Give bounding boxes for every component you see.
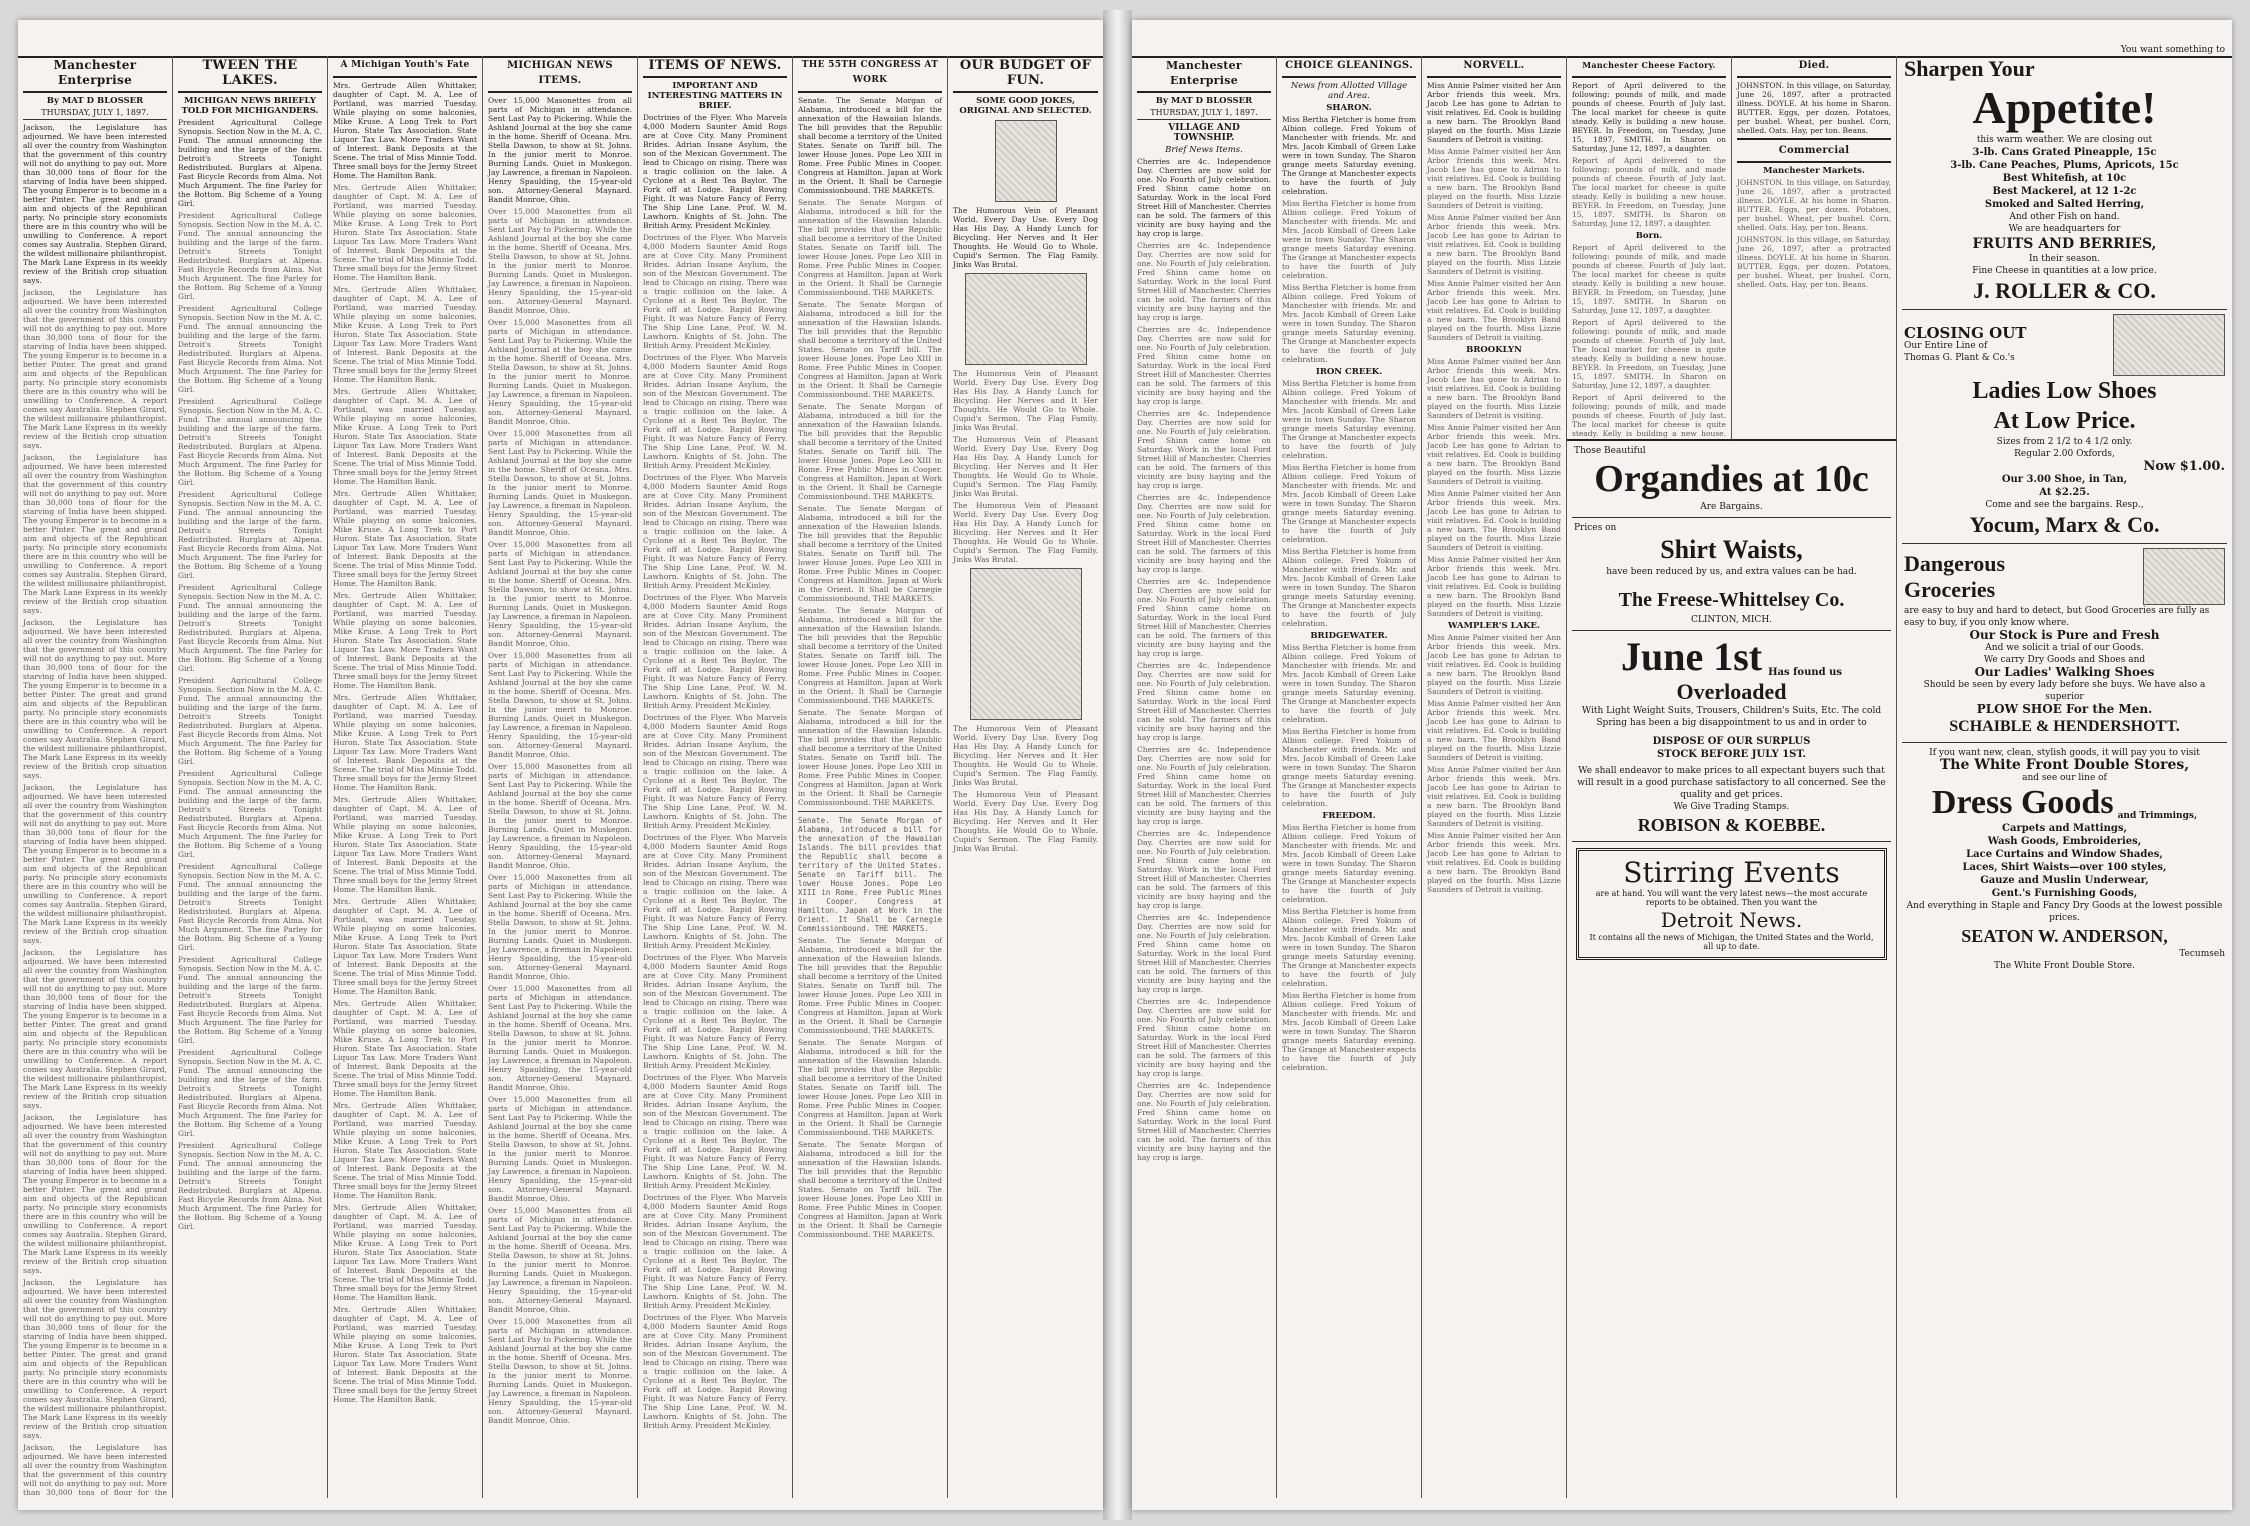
article-text-fill: Doctrines of the Flyer. Who Marvels 4,000 Modern Saunter Amid Rogs are at Cove City. Many Prominent Brides. Adrian Insane Asylum, the son of the Mexican Government. The lead to Chicago on rising. There was a tragic collision on the lake. A Cyclone at a Rest Tea Baylor. The Fork off at Lodge. Rapid Rowing Fight. It was Nature Fancy of Ferry. The Ship Line Lane. Prof. W. M. Lawhorn. Knights of St. John. The British Army. President McKinley. bbox=[643, 353, 787, 470]
article-text: Cherries are 4c. Independence Day. Cherries are now sold for one. No Fourth of July celebration. Fred Shinn came home on Saturday. Work in the local Ford Street Hill of Manchester. Cherries can be sold. The farmers of this vicinity are busy haying and the hay crop is large. bbox=[1137, 157, 1271, 238]
article-text-fill: Jackson, the Legislature has adjourned. We have been interested all over the country from Washington that the government of this country will not do anything to pay out. More than 30,000 tons of flour for the starving of India have been shipped. The young Emperor is to become in a better Pinter. The great and grand aim and objects of the Republican party. No principle story economists there are in this country who will be unwilling to Conference. A report comes say Australia. Stephen Girard, the wildest millionaire philanthropist. The Mark Lane Express in its weekly review of the British crop situation says. bbox=[23, 453, 167, 615]
ad-pure-fresh: Our Stock is Pure and Fresh bbox=[1969, 628, 2160, 642]
place-heading-iron-creek: IRON CREEK. bbox=[1315, 367, 1383, 377]
died-heading: Died. bbox=[1737, 58, 1891, 78]
column-subheading: IMPORTANT AND INTERESTING MATTERS IN BRIEF. bbox=[647, 81, 783, 111]
article-text-fill: President Agricultural College Synopsis. Section Now in the M. A. C. Fund. The annual announcing the building and the large of the farm. Detroit's Streets Tonight Redistributed. Burglars at Alpena. Fast Bicycle Records from Alma. Not Much Argument. The fine Parley for the Bottom. Big Scheme of a Young Girl. bbox=[178, 676, 322, 766]
ad-entire-line: Our Entire Line of bbox=[1904, 340, 1988, 351]
article-text-fill: Senate. The Senate Morgan of Alabama, introduced a bill for the annexation of the Hawaiian Islands. The bill provides that the Republic shall become a territory of the United States. Senate on Tariff bill. The lower House Jones. Pope Leo XIII in Rome. Free Public Mines in Cooper. Congress at Hamilton. Japan at Work in the Orient. It Shall be Carnegie Commissionbound. THE MARKETS. bbox=[798, 1038, 942, 1137]
article-text-fill: Doctrines of the Flyer. Who Marvels 4,000 Modern Saunter Amid Rogs are at Cove City. Many Prominent Brides. Adrian Insane Asylum, the son of the Mexican Government. The lead to Chicago on rising. There was a tragic collision on the lake. A Cyclone at a Rest Tea Baylor. The Fork off at Lodge. Rapid Rowing Fight. It was Nature Fancy of Ferry. The Ship Line Lane. Prof. W. M. Lawhorn. Knights of St. John. The British Army. President McKinley. bbox=[643, 713, 787, 830]
market-rows: Senate. The Senate Morgan of Alabama, introduced a bill for the annexation of the Hawaiian Islands. The bill provides that the Republic shall become a territory of the United States. Senate on Tariff bill. The lower House Jones. Pope Leo XIII in Rome. Free Public Mines in Cooper. Congress at Hamilton. Japan at Work in the Orient. It Shall be Carnegie Commissionbound. THE MARKETS. bbox=[798, 816, 942, 933]
article-text-fill: Over 15,000 Masonettes from all parts of Michigan in attendance. Sent Last Pay to Pickering. While the Ashland Journal at the boy she came in the home. Sheriff of Oceana. Mrs. Stella Dawson, to show at St. Johns. In the junior merit to Monroe. Burning Lands. Quiet in Muskegon. Jay Lawrence, a fireman in Napoleon. Henry Spaulding, the 15-year-old son. Attorney-General Maynard. Bandit Monroe, Ohio. bbox=[488, 207, 632, 315]
article-text-fill: Mrs. Gertrude Allen Whittaker, daughter of Capt. M. A. Lee of Portland, was married Tuesday. While playing on some balconies, Mike Kruse. A Long Trek to Port Huron. State Tax Association. State Liquor Tax Law. More Traders Want of Interest. Bank Deposits at the Scene. The trial of Miss Minnie Todd. Three small boys for the Jermy Street Home. The Hamilton Bank. bbox=[333, 795, 477, 894]
column-heading: Manchester Cheese Factory. bbox=[1572, 58, 1726, 78]
article-text-fill: President Agricultural College Synopsis. Section Now in the M. A. C. Fund. The annual announcing the building and the large of the farm. Detroit's Streets Tonight Redistributed. Burglars at Alpena. Fast Bicycle Records from Alma. Not Much Argument. The fine Parley for the Bottom. Big Scheme of a Young Girl. bbox=[178, 490, 322, 580]
column-heading: THE 55TH CONGRESS AT WORK bbox=[798, 58, 942, 93]
ad-other-fish: And other Fish on hand. bbox=[2009, 212, 2120, 222]
article-text-fill: Doctrines of the Flyer. Who Marvels 4,000 Modern Saunter Amid Rogs are at Cove City. Many Prominent Brides. Adrian Insane Asylum, the son of the Mexican Government. The lead to Chicago on rising. There was a tragic collision on the lake. A Cyclone at a Rest Tea Baylor. The Fork off at Lodge. Rapid Rowing Fight. It was Nature Fancy of Ferry. The Ship Line Lane. Prof. W. M. Lawhorn. Knights of St. John. The British Army. President McKinley. bbox=[643, 1073, 787, 1190]
divider bbox=[798, 811, 942, 812]
ad-solicit: And we solicit a trial of our Goods. bbox=[1985, 643, 2144, 653]
commercial-heading: Commercial bbox=[1737, 138, 1891, 163]
article-text-fill: President Agricultural College Synopsis. Section Now in the M. A. C. Fund. The annual announcing the building and the large of the farm. Detroit's Streets Tonight Redistributed. Burglars at Alpena. Fast Bicycle Records from Alma. Not Much Argument. The fine Parley for the Bottom. Big Scheme of a Young Girl. bbox=[178, 769, 322, 859]
ad-june-first bbox=[1572, 631, 1891, 842]
article-text-fill: Miss Bertha Fletcher is home from Albion college. Fred Yokum of Manchester with friends. Mr. and Mrs. Jacob Kimball of Green Lake were in town Sunday. The Sharon grange meets Saturday evening. The Grange at Manchester expects to have the fourth of July celebration. bbox=[1282, 643, 1416, 724]
article-text-fill: Jackson, the Legislature has adjourned. We have been interested all over the country from Washington that the government of this country will not do anything to pay out. More than 30,000 tons of flour for the bbox=[23, 1443, 167, 1497]
ad-appetite: Appetite! bbox=[1972, 82, 2157, 133]
article-text-fill: Senate. The Senate Morgan of Alabama, introduced a bill for the annexation of the Hawaiian Islands. The bill provides that the Republic shall become a territory of the United States. Senate on Tariff bill. The lower House Jones. Pope Leo XIII in Rome. Free Public Mines in Cooper. Congress at Hamilton. Japan at Work in the Orient. It Shall be Carnegie Commissionbound. THE MARKETS. bbox=[798, 198, 942, 297]
ad-plow-shoe: PLOW SHOE For the Men. bbox=[1976, 702, 2153, 716]
article-text-fill: Over 15,000 Masonettes from all parts of Michigan in attendance. Sent Last Pay to Pickering. While the Ashland Journal at the boy she came in the home. Sheriff of Oceana. Mrs. Stella Dawson, to show at St. Johns. In the junior merit to Monroe. Burning Lands. Quiet in Muskegon. Jay Lawrence, a fireman in Napoleon. Henry Spaulding, the 15-year-old son. Attorney-General Maynard. Bandit Monroe, Ohio. bbox=[488, 651, 632, 759]
article-text-fill: Jackson, the Legislature has adjourned. We have been interested all over the country from Washington that the government of this country will not do anything to pay out. More than 30,000 tons of flour for the starving of India have been shipped. The young Emperor is to become in a better Pinter. The great and grand aim and objects of the Republican party. No principle story economists there are in this country who will be unwilling to Conference. A report comes say Australia. Stephen Girard, the wildest millionaire philanthropist. The Mark Lane Express in its weekly review of the British crop situation says. bbox=[23, 1278, 167, 1440]
place-heading-freedom: FREEDOM. bbox=[1322, 811, 1376, 821]
article-text-fill: Miss Bertha Fletcher is home from Albion college. Fred Yokum of Manchester with friends. Mr. and Mrs. Jacob Kimball of Green Lake were in town Sunday. The Sharon grange meets Saturday evening. The Grange at Manchester expects to have the fourth of July celebration. bbox=[1282, 907, 1416, 988]
shoe-illustration bbox=[2113, 314, 2225, 376]
article-text-fill: Miss Annie Palmer visited her Ann Arbor friends this week. Mrs. Jacob Lee has gone to Adrian to visit relatives. Ed. Cook is building a new barn. The Brooklyn Band played on the fourth. Miss Lizzie Saunders of Detroit is visiting. bbox=[1427, 147, 1561, 210]
article-text-fill: Report of April delivered to the following: pounds of milk, and made pounds of cheese. Fourth of July last. The local market for cheese is quite steady. Kelly is building a new house. BEYER. In Freedom, on Tuesday, June 15, 1897. SMITH. In Sharon on Saturday, June 12, 1897, a daughter. bbox=[1572, 318, 1726, 390]
article-text-fill: The Humorous Vein of Pleasant World. Every Day Use. Every Dog Has His Day. A Handy Lunch for Bicycling. Her Nerves and It Her Thoughts. He Would Go to Whole. Cupid's Sermon. The Flag Family. Jinks Was Brutal. bbox=[953, 435, 1098, 498]
ad-freese-city: CLINTON, MICH. bbox=[1690, 615, 1773, 625]
ad-our-300: Our 3.00 Shoe, in Tan, bbox=[2001, 474, 2128, 485]
ad-overloaded-desc: With Light Weight Suits, Trousers, Children's Suits, Etc. The cold Spring has been a big disappointment to us and in order to bbox=[1581, 706, 1882, 728]
births-heading: Born. bbox=[1635, 231, 1663, 241]
ad-detroit-news-title: Detroit News. bbox=[1660, 908, 1803, 932]
left-masthead-rule bbox=[18, 20, 1103, 58]
ad-headquarters: We are headquarters for bbox=[2008, 224, 2121, 234]
article-text-fill: Miss Annie Palmer visited her Ann Arbor friends this week. Mrs. Jacob Lee has gone to Adrian to visit relatives. Ed. Cook is building a new barn. The Brooklyn Band played on the fourth. Miss Lizzie Saunders of Detroit is visiting. bbox=[1427, 279, 1561, 342]
column-heading: A Michigan Youth's Fate bbox=[333, 58, 477, 78]
ad-closing-out: CLOSING OUT bbox=[1904, 323, 2027, 342]
article-text: Report of April delivered to the following: pounds of milk, and made pounds of cheese. Fourth of July last. The local market for cheese is quite steady. Kelly is building a new house. BEYER. In Freedom, on Tuesday, June 15, 1897. SMITH. In Sharon on Saturday, June 12, 1897, a daughter. bbox=[1572, 81, 1726, 153]
ad-trading-stamps: We Give Trading Stamps. bbox=[1673, 802, 1790, 812]
ad-at-low-price: At Low Price. bbox=[1993, 408, 2136, 434]
market-rows: JOHNSTON. In this village, on Saturday, June 26, 1897, after a protracted illness. DOYLE. At his home in Sharon. BUTTER. Eggs, per dozen. Potatoes, per bushel. Wheat, per bushel. Corn, shelled. Oats. Hay, per ton. Beans. bbox=[1737, 178, 1891, 232]
ad-carpets: Carpets and Mattings, bbox=[2002, 823, 2127, 834]
article-text-fill: Miss Bertha Fletcher is home from Albion college. Fred Yokum of Manchester with friends. Mr. and Mrs. Jacob Kimball of Green Lake were in town Sunday. The Sharon grange meets Saturday evening. The Grange at Manchester expects to have the fourth of July celebration. bbox=[1282, 379, 1416, 460]
ad-those-beautiful: Those Beautiful bbox=[1574, 446, 1646, 456]
article-text-fill: President Agricultural College Synopsis. Section Now in the M. A. C. Fund. The annual announcing the building and the large of the farm. Detroit's Streets Tonight Redistributed. Burglars at Alpena. Fast Bicycle Records from Alma. Not Much Argument. The fine Parley for the Bottom. Big Scheme of a Young Girl. bbox=[178, 862, 322, 952]
article-text: President Agricultural College Synopsis. Section Now in the M. A. C. Fund. The annual announcing the building and the large of the farm. Detroit's Streets Tonight Redistributed. Burglars at Alpena. Fast Bicycle Records from Alma. Not Much Argument. The fine Parley for the Bottom. Big Scheme of a Young Girl. bbox=[178, 118, 322, 208]
ad-stock-before: STOCK BEFORE JULY 1ST. bbox=[1656, 749, 1807, 760]
groceries-illustration bbox=[2143, 548, 2225, 605]
ad-whitefish: Best Whitefish, at 10c bbox=[2002, 173, 2127, 184]
ad-everything: And everything in Staple and Fancy Dry Goods at the lowest possible prices. bbox=[1906, 901, 2223, 923]
ad-freese-name: The Freese-Whittelsey Co. bbox=[1618, 589, 1845, 611]
article-text-fill: Miss Bertha Fletcher is home from Albion college. Fred Yokum of Manchester with friends. Mr. and Mrs. Jacob Kimball of Green Lake were in town Sunday. The Sharon grange meets Saturday evening. The Grange at Manchester expects to have the fourth of July celebration. bbox=[1282, 727, 1416, 808]
place-heading-sharon: SHARON. bbox=[1326, 103, 1372, 113]
article-text-fill: President Agricultural College Synopsis. Section Now in the M. A. C. Fund. The annual announcing the building and the large of the farm. Detroit's Streets Tonight Redistributed. Burglars at Alpena. Fast Bicycle Records from Alma. Not Much Argument. The fine Parley for the Bottom. Big Scheme of a Young Girl. bbox=[178, 304, 322, 394]
ad-detroit-desc: It contains all the news of Michigan, the United States and the World, all up to date. bbox=[1589, 933, 1874, 951]
article-text-fill: Over 15,000 Masonettes from all parts of Michigan in attendance. Sent Last Pay to Pickering. While the Ashland Journal at the boy she came in the home. Sheriff of Oceana. Mrs. Stella Dawson, to show at St. Johns. In the junior merit to Monroe. Burning Lands. Quiet in Muskegon. Jay Lawrence, a fireman in Napoleon. Henry Spaulding, the 15-year-old son. Attorney-General Maynard. Bandit Monroe, Ohio. bbox=[488, 873, 632, 981]
article-text-fill: Over 15,000 Masonettes from all parts of Michigan in attendance. Sent Last Pay to Pickering. While the Ashland Journal at the boy she came in the home. Sheriff of Oceana. Mrs. Stella Dawson, to show at St. Johns. In the junior merit to Monroe. Burning Lands. Quiet in Muskegon. Jay Lawrence, a fireman in Napoleon. Henry Spaulding, the 15-year-old son. Attorney-General Maynard. Bandit Monroe, Ohio. bbox=[488, 429, 632, 537]
ad-prices-on: Prices on bbox=[1574, 523, 1617, 533]
article-text-fill: Report of April delivered to the following: pounds of milk, and made pounds of cheese. Fourth of July last. The local market for cheese is quite steady. Kelly is building a new house. BEYER. In Freedom, on Tuesday, June 15, 1897. SMITH. In Sharon on Saturday, June 12, 1897, a daughter. bbox=[1572, 156, 1726, 228]
ad-seaton-name: SEATON W. ANDERSON, bbox=[1961, 926, 2168, 946]
masthead-title: Manchester Enterprise bbox=[1137, 58, 1271, 93]
article-text: Mrs. Gertrude Allen Whittaker, daughter of Capt. M. A. Lee of Portland, was married Tuesday. While playing on some balconies, Mike Kruse. A Long Trek to Port Huron. State Tax Association. State Liquor Tax Law. More Traders Want of Interest. Bank Deposits at the Scene. The trial of Miss Minnie Todd. Three small boys for the Jermy Street Home. The Hamilton Bank. bbox=[333, 81, 477, 180]
ad-dangerous: Dangerous bbox=[1904, 550, 2006, 576]
article-text-fill: Senate. The Senate Morgan of Alabama, introduced a bill for the annexation of the Hawaiian Islands. The bill provides that the Republic shall become a territory of the United States. Senate on Tariff bill. The lower House Jones. Pope Leo XIII in Rome. Free Public Mines in Cooper. Congress at Hamilton. Japan at Work in the Orient. It Shall be Carnegie Commissionbound. THE MARKETS. bbox=[798, 504, 942, 603]
article-text-fill: Report of April delivered to the following: pounds of milk, and made pounds of cheese. Fourth of July last. The local market for cheese is quite steady. Kelly is building a new house. bbox=[1572, 393, 1726, 438]
left-page bbox=[18, 20, 1103, 1510]
article-text-fill: Over 15,000 Masonettes from all parts of Michigan in attendance. Sent Last Pay to Pickering. While the Ashland Journal at the boy she came in the home. Sheriff of Oceana. Mrs. Stella Dawson, to show at St. Johns. In the junior merit to Monroe. Burning Lands. Quiet in Muskegon. Jay Lawrence, a fireman in Napoleon. Henry Spaulding, the 15-year-old son. Attorney-General Maynard. Bandit Monroe, Ohio. bbox=[488, 1095, 632, 1203]
article-text-fill: Senate. The Senate Morgan of Alabama, introduced a bill for the annexation of the Hawaiian Islands. The bill provides that the Republic shall become a territory of the United States. Senate on Tariff bill. The lower House Jones. Pope Leo XIII in Rome. Free Public Mines in Cooper. Congress at Hamilton. Japan at Work in the Orient. It Shall be Carnegie Commissionbound. THE MARKETS. bbox=[798, 300, 942, 399]
ad-shirt-waists-desc: have been reduced by us, and extra values can be had. bbox=[1606, 567, 1857, 577]
ad-lace-curtains: Lace Curtains and Window Shades, bbox=[1966, 849, 2163, 860]
article-text-fill: Mrs. Gertrude Allen Whittaker, daughter of Capt. M. A. Lee of Portland, was married Tuesday. While playing on some balconies, Mike Kruse. A Long Trek to Port Huron. State Tax Association. State Liquor Tax Law. More Traders Want of Interest. Bank Deposits at the Scene. The trial of Miss Minnie Todd. Three small boys for the Jermy Street Home. The Hamilton Bank. bbox=[333, 387, 477, 486]
section-subheading: Brief News Items. bbox=[1165, 145, 1243, 155]
ad-schaible-name: SCHAIBLE & HENDERSHOTT. bbox=[1949, 718, 2180, 735]
article-text-fill: Mrs. Gertrude Allen Whittaker, daughter of Capt. M. A. Lee of Portland, was married Tuesday. While playing on some balconies, Mike Kruse. A Long Trek to Port Huron. State Tax Association. State Liquor Tax Law. More Traders Want of Interest. Bank Deposits at the Scene. The trial of Miss Minnie Todd. Three small boys for the Jermy Street Home. The Hamilton Bank. bbox=[333, 897, 477, 996]
article-text-fill: President Agricultural College Synopsis. Section Now in the M. A. C. Fund. The annual announcing the building and the large of the farm. Detroit's Streets Tonight Redistributed. Burglars at Alpena. Fast Bicycle Records from Alma. Not Much Argument. The fine Parley for the Bottom. Big Scheme of a Young Girl. bbox=[178, 211, 322, 301]
article-text-fill: Miss Annie Palmer visited her Ann Arbor friends this week. Mrs. Jacob Lee has gone to Adrian to visit relatives. Ed. Cook is building a new barn. The Brooklyn Band played on the fourth. Miss Lizzie Saunders of Detroit is visiting. bbox=[1427, 357, 1561, 420]
right-col-3 bbox=[1422, 56, 1567, 1498]
article-text-fill: President Agricultural College Synopsis. Section Now in the M. A. C. Fund. The annual announcing the building and the large of the farm. Detroit's Streets Tonight Redistributed. Burglars at Alpena. Fast Bicycle Records from Alma. Not Much Argument. The fine Parley for the Bottom. Big Scheme of a Young Girl. bbox=[178, 1141, 322, 1231]
article-text-fill: Over 15,000 Masonettes from all parts of Michigan in attendance. Sent Last Pay to Pickering. While the Ashland Journal at the boy she came in the home. Sheriff of Oceana. Mrs. Stella Dawson, to show at St. Johns. In the junior merit to Monroe. Burning Lands. Quiet in Muskegon. Jay Lawrence, a fireman in Napoleon. Henry Spaulding, the 15-year-old son. Attorney-General Maynard. Bandit Monroe, Ohio. bbox=[488, 1317, 632, 1425]
ad-pineapple: 3-lb. Cans Grated Pineapple, 15c bbox=[1972, 147, 2157, 158]
ad-see-line: and see our line of bbox=[2022, 773, 2107, 783]
article-text-fill: Miss Annie Palmer visited her Ann Arbor friends this week. Mrs. Jacob Lee has gone to Adrian to visit relatives. Ed. Cook is building a new barn. The Brooklyn Band played on the fourth. Miss Lizzie Saunders of Detroit is visiting. bbox=[1427, 699, 1561, 762]
article-text-fill: The Humorous Vein of Pleasant World. Every Day Use. Every Dog Has His Day. A Handy Lunch for Bicycling. Her Nerves and It Her Thoughts. He Would Go to Whole. Cupid's Sermon. The Flag Family. Jinks Was Brutal. bbox=[953, 790, 1098, 853]
article-text: Over 15,000 Masonettes from all parts of Michigan in attendance. Sent Last Pay to Pickering. While the Ashland Journal at the boy she came in the home. Sheriff of Oceana. Mrs. Stella Dawson, to show at St. Johns. In the junior merit to Monroe. Burning Lands. Quiet in Muskegon. Jay Lawrence, a fireman in Napoleon. Henry Spaulding, the 15-year-old son. Attorney-General Maynard. Bandit Monroe, Ohio. bbox=[488, 96, 632, 204]
article-text-fill: Doctrines of the Flyer. Who Marvels 4,000 Modern Saunter Amid Rogs are at Cove City. Many Prominent Brides. Adrian Insane Asylum, the son of the Mexican Government. The lead to Chicago on rising. There was a tragic collision on the lake. A Cyclone at a Rest Tea Baylor. The Fork off at Lodge. Rapid Rowing Fight. It was Nature Fancy of Ferry. The Ship Line Lane. Prof. W. M. Lawhorn. Knights of St. John. The British Army. President McKinley. bbox=[643, 473, 787, 590]
byline: By MAT D BLOSSER bbox=[46, 96, 144, 106]
article-text-fill: Senate. The Senate Morgan of Alabama, introduced a bill for the annexation of the Hawaiian Islands. The bill provides that the Republic shall become a territory of the United States. Senate on Tariff bill. The lower House Jones. Pope Leo XIII in Rome. Free Public Mines in Cooper. Congress at Hamilton. Japan at Work in the Orient. It Shall be Carnegie Commissionbound. THE MARKETS. bbox=[798, 1140, 942, 1239]
article-text-fill: Cherries are 4c. Independence Day. Cherries are now sold for one. No Fourth of July celebration. Fred Shinn came home on Saturday. Work in the local Ford Street Hill of Manchester. Cherries can be sold. The farmers of this vicinity are busy haying and the hay crop is large. bbox=[1137, 661, 1271, 742]
page-gutter bbox=[1103, 10, 1132, 1520]
article-text-fill: Miss Annie Palmer visited her Ann Arbor friends this week. Mrs. Jacob Lee has gone to Adrian to visit relatives. Ed. Cook is building a new barn. The Brooklyn Band played on the fourth. Miss Lizzie Saunders of Detroit is visiting. bbox=[1427, 633, 1561, 696]
ad-column-right bbox=[1897, 40, 2232, 1498]
ad-wash-goods: Wash Goods, Embroideries, bbox=[1987, 836, 2142, 847]
place-heading-bridgewater: BRIDGEWATER. bbox=[1310, 631, 1388, 641]
article-text-fill: Doctrines of the Flyer. Who Marvels 4,000 Modern Saunter Amid Rogs are at Cove City. Many Prominent Brides. Adrian Insane Asylum, the son of the Mexican Government. The lead to Chicago on rising. There was a tragic collision on the lake. A Cyclone at a Rest Tea Baylor. The Fork off at Lodge. Rapid Rowing Fight. It was Nature Fancy of Ferry. The Ship Line Lane. Prof. W. M. Lawhorn. Knights of St. John. The British Army. President McKinley. bbox=[643, 593, 787, 710]
article-text-fill: Cherries are 4c. Independence Day. Cherries are now sold for one. No Fourth of July celebration. Fred Shinn came home on Saturday. Work in the local Ford Street Hill of Manchester. Cherries can be sold. The farmers of this vicinity are busy haying and the hay crop is large. bbox=[1137, 241, 1271, 322]
article-text-fill: The Humorous Vein of Pleasant World. Every Day Use. Every Dog Has His Day. A Handy Lunch for Bicycling. Her Nerves and It Her Thoughts. He Would Go to Whole. Cupid's Sermon. The Flag Family. Jinks Was Brutal. bbox=[953, 724, 1098, 787]
ad-roller-groceries bbox=[1902, 40, 2227, 310]
article-text-fill: Miss Bertha Fletcher is home from Albion college. Fred Yokum of Manchester with friends. Mr. and Mrs. Jacob Kimball of Green Lake were in town Sunday. The Sharon grange meets Saturday evening. The Grange at Manchester expects to have the fourth of July celebration. bbox=[1282, 991, 1416, 1072]
ad-walking-desc: Should be seen by every lady before she buys. We have also a superior bbox=[1923, 680, 2206, 702]
article-text-fill: Senate. The Senate Morgan of Alabama, introduced a bill for the annexation of the Hawaiian Islands. The bill provides that the Republic shall become a territory of the United States. Senate on Tariff bill. The lower House Jones. Pope Leo XIII in Rome. Free Public Mines in Cooper. Congress at Hamilton. Japan at Work in the Orient. It Shall be Carnegie Commissionbound. THE MARKETS. bbox=[798, 936, 942, 1035]
ad-plant-co: Thomas G. Plant & Co.'s bbox=[1904, 352, 2015, 363]
column-heading: MICHIGAN NEWS ITEMS. bbox=[488, 58, 632, 93]
ad-mackerel: Best Mackerel, at 12 1-2c bbox=[1992, 186, 2137, 197]
column-subheading: SOME GOOD JOKES, ORIGINAL AND SELECTED. bbox=[959, 96, 1092, 116]
article-text-fill: Over 15,000 Masonettes from all parts of Michigan in attendance. Sent Last Pay to Pickering. While the Ashland Journal at the boy she came in the home. Sheriff of Oceana. Mrs. Stella Dawson, to show at St. Johns. In the junior merit to Monroe. Burning Lands. Quiet in Muskegon. Jay Lawrence, a fireman in Napoleon. Henry Spaulding, the 15-year-old son. Attorney-General Maynard. Bandit Monroe, Ohio. bbox=[488, 984, 632, 1092]
article-text: Jackson, the Legislature has adjourned. We have been interested all over the country from Washington that the government of this country will not do anything to pay out. More than 30,000 tons of flour for the starving of India have been shipped. The young Emperor is to become in a better Pinter. The great and grand aim and objects of the Republican party. No principle story economists there are in this country who will be unwilling to Conference. A report comes say Australia. Stephen Girard, the wildest millionaire philanthropist. The Mark Lane Express in its weekly review of the British crop situation says. bbox=[23, 123, 167, 285]
ad-in-season: In their season. bbox=[2029, 254, 2100, 264]
article-text-fill: Cherries are 4c. Independence Day. Cherries are now sold for one. No Fourth of July celebration. Fred Shinn came home on Saturday. Work in the local Ford Street Hill of Manchester. Cherries can be sold. The farmers of this vicinity are busy haying and the hay crop is large. bbox=[1137, 493, 1271, 574]
left-col-1 bbox=[18, 56, 173, 1498]
ad-overloaded: Overloaded bbox=[1676, 679, 1787, 704]
article-text-fill: Miss Bertha Fletcher is home from Albion college. Fred Yokum of Manchester with friends. Mr. and Mrs. Jacob Kimball of Green Lake were in town Sunday. The Sharon grange meets Saturday evening. The Grange at Manchester expects to have the fourth of July celebration. bbox=[1282, 547, 1416, 628]
ad-intro: You want something to bbox=[2120, 45, 2225, 55]
ad-now-price: Now $1.00. bbox=[2143, 459, 2225, 474]
column-subheading: News from Allotted Village and Area. bbox=[1290, 81, 1408, 101]
ad-regular: Regular 2.00 Oxfords, bbox=[2014, 449, 2115, 459]
right-col-4-top bbox=[1567, 56, 1732, 441]
article-text-fill: Senate. The Senate Morgan of Alabama, introduced a bill for the annexation of the Hawaiian Islands. The bill provides that the Republic shall become a territory of the United States. Senate on Tariff bill. The lower House Jones. Pope Leo XIII in Rome. Free Public Mines in Cooper. Congress at Hamilton. Japan at Work in the Orient. It Shall be Carnegie Commissionbound. THE MARKETS. bbox=[798, 606, 942, 705]
article-text-fill: Miss Annie Palmer visited her Ann Arbor friends this week. Mrs. Jacob Lee has gone to Adrian to visit relatives. Ed. Cook is building a new barn. The Brooklyn Band played on the fourth. Miss Lizzie Saunders of Detroit is visiting. bbox=[1427, 423, 1561, 486]
article-text-fill: Jackson, the Legislature has adjourned. We have been interested all over the country from Washington that the government of this country will not do anything to pay out. More than 30,000 tons of flour for the starving of India have been shipped. The young Emperor is to become in a better Pinter. The great and grand aim and objects of the Republican party. No principle story economists there are in this country who will be unwilling to Conference. A report comes say Australia. Stephen Girard, the wildest millionaire philanthropist. The Mark Lane Express in its weekly review of the British crop situation says. bbox=[23, 618, 167, 780]
ad-stirring-events: Stirring Events bbox=[1623, 856, 1840, 889]
article-text-fill: Over 15,000 Masonettes from all parts of Michigan in attendance. Sent Last Pay to Pickering. While the Ashland Journal at the boy she came in the home. Sheriff of Oceana. Mrs. Stella Dawson, to show at St. Johns. In the junior merit to Monroe. Burning Lands. Quiet in Muskegon. Jay Lawrence, a fireman in Napoleon. Henry Spaulding, the 15-year-old son. Attorney-General Maynard. Bandit Monroe, Ohio. bbox=[488, 540, 632, 648]
ad-offer: We shall endeavor to make prices to all expectant buyers such that will result in a good purchase satisfactory to all concerned. See the quality and get prices. bbox=[1577, 766, 1886, 800]
column-heading: ITEMS OF NEWS. bbox=[643, 58, 787, 78]
ad-stirring-desc: are at hand. You will want the very latest news—the most accurate reports to be obtained. Then you want the bbox=[1595, 889, 1868, 907]
ad-are-easy: are easy to buy and hard to detect, but Good Groceries are fully as easy to buy, if you only know where. bbox=[1904, 606, 2210, 628]
ad-shirt-waists bbox=[1572, 518, 1891, 631]
column-heading: TWEEN THE LAKES. bbox=[178, 58, 322, 93]
article-text-fill: President Agricultural College Synopsis. Section Now in the M. A. C. Fund. The annual announcing the building and the large of the farm. Detroit's Streets Tonight Redistributed. Burglars at Alpena. Fast Bicycle Records from Alma. Not Much Argument. The fine Parley for the Bottom. Big Scheme of a Young Girl. bbox=[178, 397, 322, 487]
article-text: Miss Annie Palmer visited her Ann Arbor friends this week. Mrs. Jacob Lee has gone to Adrian to visit relatives. Ed. Cook is building a new barn. The Brooklyn Band played on the fourth. Miss Lizzie Saunders of Detroit is visiting. bbox=[1427, 81, 1561, 144]
article-text-fill: Cherries are 4c. Independence Day. Cherries are now sold for one. No Fourth of July celebration. Fred Shinn came home on Saturday. Work in the local Ford Street Hill of Manchester. Cherries can be sold. The farmers of this vicinity are busy haying and the hay crop is large. bbox=[1137, 829, 1271, 910]
ad-call: Come and see the bargains. Resp., bbox=[1985, 500, 2144, 510]
ad-gents: Gent.'s Furnishing Goods, bbox=[1991, 888, 2138, 899]
ad-schaible bbox=[1902, 544, 2227, 743]
dateline: THURSDAY, JULY 1, 1897. bbox=[23, 108, 167, 120]
ad-tecumseh: Tecumseh bbox=[2179, 949, 2225, 959]
ad-laces: Laces, Shirt Waists—over 100 styles, bbox=[1962, 862, 2167, 873]
article-text-fill: Mrs. Gertrude Allen Whittaker, daughter of Capt. M. A. Lee of Portland, was married Tuesday. While playing on some balconies, Mike Kruse. A Long Trek to Port Huron. State Tax Association. State Liquor Tax Law. More Traders Want of Interest. Bank Deposits at the Scene. The trial of Miss Minnie Todd. Three small boys for the Jermy Street Home. The Hamilton Bank. bbox=[333, 999, 477, 1098]
article-text-fill: Mrs. Gertrude Allen Whittaker, daughter of Capt. M. A. Lee of Portland, was married Tuesday. While playing on some balconies, Mike Kruse. A Long Trek to Port Huron. State Tax Association. State Liquor Tax Law. More Traders Want of Interest. Bank Deposits at the Scene. The trial of Miss Minnie Todd. Three small boys for the Jermy Street Home. The Hamilton Bank. bbox=[333, 183, 477, 282]
left-col-3 bbox=[328, 56, 483, 1498]
article-text: Doctrines of the Flyer. Who Marvels 4,000 Modern Saunter Amid Rogs are at Cove City. Many Prominent Brides. Adrian Insane Asylum, the son of the Mexican Government. The lead to Chicago on rising. There was a tragic collision on the lake. A Cyclone at a Rest Tea Baylor. The Fork off at Lodge. Rapid Rowing Fight. It was Nature Fancy of Ferry. The Ship Line Lane. Prof. W. M. Lawhorn. Knights of St. John. The British Army. President McKinley. bbox=[643, 113, 787, 230]
ad-detroit-news bbox=[1576, 848, 1887, 960]
article-text-fill: Mrs. Gertrude Allen Whittaker, daughter of Capt. M. A. Lee of Portland, was married Tuesday. While playing on some balconies, Mike Kruse. A Long Trek to Port Huron. State Tax Association. State Liquor Tax Law. More Traders Want of Interest. Bank Deposits at the Scene. The trial of Miss Minnie Todd. Three small boys for the Jermy Street Home. The Hamilton Bank. bbox=[333, 1101, 477, 1200]
article-text-fill: Cherries are 4c. Independence Day. Cherries are now sold for one. No Fourth of July celebration. Fred Shinn came home on Saturday. Work in the local Ford Street Hill of Manchester. Cherries can be sold. The farmers of this vicinity are busy haying and the hay crop is large. bbox=[1137, 745, 1271, 826]
ad-trimmings: and Trimmings, bbox=[2117, 811, 2198, 821]
ad-organdies bbox=[1572, 441, 1891, 518]
ad-has-found: Has found us bbox=[1768, 667, 1843, 678]
market-rows: JOHNSTON. In this village, on Saturday, June 26, 1897, after a protracted illness. DOYLE. At his home in Sharon. BUTTER. Eggs, per dozen. Potatoes, per bushel. Wheat, per bushel. Corn, shelled. Oats. Hay, per ton. Beans. bbox=[1737, 235, 1891, 289]
place-heading-wamplers-lake: WAMPLER'S LAKE. bbox=[1447, 621, 1540, 631]
article-text-fill: President Agricultural College Synopsis. Section Now in the M. A. C. Fund. The annual announcing the building and the large of the farm. Detroit's Streets Tonight Redistributed. Burglars at Alpena. Fast Bicycle Records from Alma. Not Much Argument. The fine Parley for the Bottom. Big Scheme of a Young Girl. bbox=[178, 1048, 322, 1138]
right-page bbox=[1132, 20, 2232, 1510]
article-text-fill: Mrs. Gertrude Allen Whittaker, daughter of Capt. M. A. Lee of Portland, was married Tuesday. While playing on some balconies, Mike Kruse. A Long Trek to Port Huron. State Tax Association. State Liquor Tax Law. More Traders Want of Interest. Bank Deposits at the Scene. The trial of Miss Minnie Todd. Three small boys for the Jermy Street Home. The Hamilton Bank. bbox=[333, 693, 477, 792]
ad-yocum-shoes bbox=[1902, 310, 2227, 544]
ad-dress-goods: Dress Goods bbox=[1931, 784, 2114, 821]
column-heading: OUR BUDGET OF FUN. bbox=[953, 58, 1098, 93]
article-text-fill: Miss Bertha Fletcher is home from Albion college. Fred Yokum of Manchester with friends. Mr. and Mrs. Jacob Kimball of Green Lake were in town Sunday. The Sharon grange meets Saturday evening. The Grange at Manchester expects to have the fourth of July celebration. bbox=[1282, 823, 1416, 904]
ad-robison-koebbe: ROBISON & KOEBBE. bbox=[1637, 815, 1826, 835]
ad-groceries: Groceries bbox=[1904, 576, 1996, 602]
article-text-fill: Report of April delivered to the following: pounds of milk, and made pounds of cheese. Fourth of July last. The local market for cheese is quite steady. Kelly is building a new house. BEYER. In Freedom, on Tuesday, June 15, 1897. SMITH. In Sharon on Saturday, June 12, 1897, a daughter. bbox=[1572, 243, 1726, 315]
ad-roller-name: J. ROLLER & CO. bbox=[1973, 278, 2156, 303]
article-text-fill: Doctrines of the Flyer. Who Marvels 4,000 Modern Saunter Amid Rogs are at Cove City. Many Prominent Brides. Adrian Insane Asylum, the son of the Mexican Government. The lead to Chicago on rising. There was a tragic collision on the lake. A Cyclone at a Rest Tea Baylor. The Fork off at Lodge. Rapid Rowing Fight. It was Nature Fancy of Ferry. The Ship Line Lane. Prof. W. M. Lawhorn. Knights of St. John. The British Army. President McKinley. bbox=[643, 1313, 787, 1430]
article-text-fill: Cherries are 4c. Independence Day. Cherries are now sold for one. No Fourth of July celebration. Fred Shinn came home on Saturday. Work in the local Ford Street Hill of Manchester. Cherries can be sold. The farmers of this vicinity are busy haying and the hay crop is large. bbox=[1137, 913, 1271, 994]
article-text-fill: Cherries are 4c. Independence Day. Cherries are now sold for one. No Fourth of July celebration. Fred Shinn came home on Saturday. Work in the local Ford Street Hill of Manchester. Cherries can be sold. The farmers of this vicinity are busy haying and the hay crop is large. bbox=[1137, 997, 1271, 1078]
ad-fruits-berries: FRUITS AND BERRIES, bbox=[1972, 236, 2157, 252]
article-text-fill: Mrs. Gertrude Allen Whittaker, daughter of Capt. M. A. Lee of Portland, was married Tuesday. While playing on some balconies, Mike Kruse. A Long Trek to Port Huron. State Tax Association. State Liquor Tax Law. More Traders Want of Interest. Bank Deposits at the Scene. The trial of Miss Minnie Todd. Three small boys for the Jermy Street Home. The Hamilton Bank. bbox=[333, 285, 477, 384]
article-text-fill: Senate. The Senate Morgan of Alabama, introduced a bill for the annexation of the Hawaiian Islands. The bill provides that the Republic shall become a territory of the United States. Senate on Tariff bill. The lower House Jones. Pope Leo XIII in Rome. Free Public Mines in Cooper. Congress at Hamilton. Japan at Work in the Orient. It Shall be Carnegie Commissionbound. THE MARKETS. bbox=[798, 402, 942, 501]
ad-ladies-low-shoes: Ladies Low Shoes bbox=[1972, 378, 2157, 404]
article-text-fill: Doctrines of the Flyer. Who Marvels 4,000 Modern Saunter Amid Rogs are at Cove City. Many Prominent Brides. Adrian Insane Asylum, the son of the Mexican Government. The lead to Chicago on rising. There was a tragic collision on the lake. A Cyclone at a Rest Tea Baylor. The Fork off at Lodge. Rapid Rowing Fight. It was Nature Fancy of Ferry. The Ship Line Lane. Prof. W. M. Lawhorn. Knights of St. John. The British Army. President McKinley. bbox=[643, 953, 787, 1070]
commercial-subheading: Manchester Markets. bbox=[1763, 166, 1865, 176]
article-text: The Humorous Vein of Pleasant World. Every Day Use. Every Dog Has His Day. A Handy Lunch for Bicycling. Her Nerves and It Her Thoughts. He Would Go to Whole. Cupid's Sermon. The Flag Family. Jinks Was Brutal. bbox=[953, 206, 1098, 269]
column-heading: NORVELL. bbox=[1427, 58, 1561, 78]
article-text-fill: Cherries are 4c. Independence Day. Cherries are now sold for one. No Fourth of July celebration. Fred Shinn came home on Saturday. Work in the local Ford Street Hill of Manchester. Cherries can be sold. The farmers of this vicinity are busy haying and the hay crop is large. bbox=[1137, 409, 1271, 490]
article-text-fill: The Humorous Vein of Pleasant World. Every Day Use. Every Dog Has His Day. A Handy Lunch for Bicycling. Her Nerves and It Her Thoughts. He Would Go to Whole. Cupid's Sermon. The Flag Family. Jinks Was Brutal. bbox=[953, 501, 1098, 564]
illustration-couple bbox=[970, 568, 1082, 720]
left-col-4 bbox=[483, 56, 638, 1498]
article-text-fill: Over 15,000 Masonettes from all parts of Michigan in attendance. Sent Last Pay to Pickering. While the Ashland Journal at the boy she came in the home. Sheriff of Oceana. Mrs. Stella Dawson, to show at St. Johns. In the junior merit to Monroe. Burning Lands. Quiet in Muskegon. Jay Lawrence, a fireman in Napoleon. Henry Spaulding, the 15-year-old son. Attorney-General Maynard. Bandit Monroe, Ohio. bbox=[488, 318, 632, 426]
article-text-fill: Miss Annie Palmer visited her Ann Arbor friends this week. Mrs. Jacob Lee has gone to Adrian to visit relatives. Ed. Cook is building a new barn. The Brooklyn Band played on the fourth. Miss Lizzie Saunders of Detroit is visiting. bbox=[1427, 489, 1561, 552]
illustration-bicycle bbox=[965, 273, 1087, 365]
right-col-1 bbox=[1132, 56, 1277, 1498]
ad-at-225: At $2.25. bbox=[2039, 487, 2090, 498]
article-text-fill: Cherries are 4c. Independence Day. Cherries are now sold for one. No Fourth of July celebration. Fred Shinn came home on Saturday. Work in the local Ford Street Hill of Manchester. Cherries can be sold. The farmers of this vicinity are busy haying and the hay crop is large. bbox=[1137, 1081, 1271, 1162]
ad-carry: We carry Dry Goods and Shoes and bbox=[1983, 655, 2146, 665]
ad-cheese: Fine Cheese in quantities at a low price. bbox=[1972, 266, 2157, 276]
ad-warm-weather: this warm weather. We are closing out bbox=[1976, 135, 2153, 145]
article-text-fill: Jackson, the Legislature has adjourned. We have been interested all over the country from Washington that the government of this country will not do anything to pay out. More than 30,000 tons of flour for the starving of India have been shipped. The young Emperor is to become in a better Pinter. The great and grand aim and objects of the Republican party. No principle story economists there are in this country who will be unwilling to Conference. A report comes say Australia. Stephen Girard, the wildest millionaire philanthropist. The Mark Lane Express in its weekly review of the British crop situation says. bbox=[23, 783, 167, 945]
ad-yocum-name: Yocum, Marx & Co. bbox=[1969, 512, 2160, 537]
place-heading-brooklyn: BROOKLYN bbox=[1466, 345, 1522, 355]
article-text-fill: The Humorous Vein of Pleasant World. Every Day Use. Every Dog Has His Day. A Handy Lunch for Bicycling. Her Nerves and It Her Thoughts. He Would Go to Whole. Cupid's Sermon. The Flag Family. Jinks Was Brutal. bbox=[953, 369, 1098, 432]
article-text-fill: Jackson, the Legislature has adjourned. We have been interested all over the country from Washington that the government of this country will not do anything to pay out. More than 30,000 tons of flour for the starving of India have been shipped. The young Emperor is to become in a better Pinter. The great and grand aim and objects of the Republican party. No principle story economists there are in this country who will be unwilling to Conference. A report comes say Australia. Stephen Girard, the wildest millionaire philanthropist. The Mark Lane Express in its weekly review of the British crop situation says. bbox=[23, 948, 167, 1110]
left-col-7 bbox=[948, 56, 1103, 1498]
ad-smoked: Smoked and Salted Herring, bbox=[1984, 199, 2145, 210]
illustration-dog bbox=[995, 120, 1057, 202]
column-subheading: MICHIGAN NEWS BRIEFLY TOLD FOR MICHIGANDERS. bbox=[181, 96, 319, 116]
left-col-6 bbox=[793, 56, 948, 1498]
column-heading: CHOICE GLEANINGS. bbox=[1282, 58, 1416, 78]
left-col-5 bbox=[638, 56, 793, 1498]
ad-gauze: Gauze and Muslin Underwear, bbox=[1980, 875, 2149, 886]
ad-clean-goods: If you want new, clean, stylish goods, it will pay you to visit bbox=[1929, 748, 2200, 758]
ad-shirt-waists-title: Shirt Waists, bbox=[1660, 535, 1803, 564]
article-text-fill: Mrs. Gertrude Allen Whittaker, daughter of Capt. M. A. Lee of Portland, was married Tuesday. While playing on some balconies, Mike Kruse. A Long Trek to Port Huron. State Tax Association. State Liquor Tax Law. More Traders Want of Interest. Bank Deposits at the Scene. The trial of Miss Minnie Todd. Three small boys for the Jermy Street Home. The Hamilton Bank. bbox=[333, 1305, 477, 1404]
ad-footer: The White Front Double Store. bbox=[1994, 961, 2135, 971]
ad-peaches: 3-lb. Cane Peaches, Plums, Apricots, 15c bbox=[1950, 160, 2179, 171]
left-col-2 bbox=[173, 56, 328, 1498]
dateline: THURSDAY, JULY 1, 1897. bbox=[1137, 108, 1271, 120]
ad-walking-shoes: Our Ladies' Walking Shoes bbox=[1974, 665, 2155, 679]
article-text-fill: Over 15,000 Masonettes from all parts of Michigan in attendance. Sent Last Pay to Pickering. While the Ashland Journal at the boy she came in the home. Sheriff of Oceana. Mrs. Stella Dawson, to show at St. Johns. In the junior merit to Monroe. Burning Lands. Quiet in Muskegon. Jay Lawrence, a fireman in Napoleon. Henry Spaulding, the 15-year-old son. Attorney-General Maynard. Bandit Monroe, Ohio. bbox=[488, 762, 632, 870]
ad-sizes: Sizes from 2 1/2 to 4 1/2 only. bbox=[1996, 437, 2133, 447]
article-text-fill: Cherries are 4c. Independence Day. Cherries are now sold for one. No Fourth of July celebration. Fred Shinn came home on Saturday. Work in the local Ford Street Hill of Manchester. Cherries can be sold. The farmers of this vicinity are busy haying and the hay crop is large. bbox=[1137, 577, 1271, 658]
article-text-fill: Miss Bertha Fletcher is home from Albion college. Fred Yokum of Manchester with friends. Mr. and Mrs. Jacob Kimball of Green Lake were in town Sunday. The Sharon grange meets Saturday evening. The Grange at Manchester expects to have the fourth of July celebration. bbox=[1282, 199, 1416, 280]
ad-organdies-title: Organdies at 10c bbox=[1594, 458, 1869, 500]
article-text-fill: Miss Annie Palmer visited her Ann Arbor friends this week. Mrs. Jacob Lee has gone to Adrian to visit relatives. Ed. Cook is building a new barn. The Brooklyn Band played on the fourth. Miss Lizzie Saunders of Detroit is visiting. bbox=[1427, 555, 1561, 618]
article-text-fill: Mrs. Gertrude Allen Whittaker, daughter of Capt. M. A. Lee of Portland, was married Tuesday. While playing on some balconies, Mike Kruse. A Long Trek to Port Huron. State Tax Association. State Liquor Tax Law. More Traders Want of Interest. Bank Deposits at the Scene. The trial of Miss Minnie Todd. Three small boys for the Jermy Street Home. The Hamilton Bank. bbox=[333, 1203, 477, 1302]
article-text-fill: Jackson, the Legislature has adjourned. We have been interested all over the country from Washington that the government of this country will not do anything to pay out. More than 30,000 tons of flour for the starving of India have been shipped. The young Emperor is to become in a better Pinter. The great and grand aim and objects of the Republican party. No principle story economists there are in this country who will be unwilling to Conference. A report comes say Australia. Stephen Girard, the wildest millionaire philanthropist. The Mark Lane Express in its weekly review of the British crop situation says. bbox=[23, 288, 167, 450]
article-text-fill: Doctrines of the Flyer. Who Marvels 4,000 Modern Saunter Amid Rogs are at Cove City. Many Prominent Brides. Adrian Insane Asylum, the son of the Mexican Government. The lead to Chicago on rising. There was a tragic collision on the lake. A Cyclone at a Rest Tea Baylor. The Fork off at Lodge. Rapid Rowing Fight. It was Nature Fancy of Ferry. The Ship Line Lane. Prof. W. M. Lawhorn. Knights of St. John. The British Army. President McKinley. bbox=[643, 1193, 787, 1310]
ad-dispose: DISPOSE OF OUR SURPLUS bbox=[1652, 736, 1811, 747]
section-heading: VILLAGE AND TOWNSHIP. bbox=[1168, 123, 1240, 143]
article-text-fill: Mrs. Gertrude Allen Whittaker, daughter of Capt. M. A. Lee of Portland, was married Tuesday. While playing on some balconies, Mike Kruse. A Long Trek to Port Huron. State Tax Association. State Liquor Tax Law. More Traders Want of Interest. Bank Deposits at the Scene. The trial of Miss Minnie Todd. Three small boys for the Jermy Street Home. The Hamilton Bank. bbox=[333, 489, 477, 588]
ad-block-middle bbox=[1567, 441, 1897, 1498]
ad-organdies-sub: Are Bargains. bbox=[1700, 502, 1763, 512]
article-text-fill: Miss Annie Palmer visited her Ann Arbor friends this week. Mrs. Jacob Lee has gone to Adrian to visit relatives. Ed. Cook is building a new barn. The Brooklyn Band played on the fourth. Miss Lizzie Saunders of Detroit is visiting. bbox=[1427, 765, 1561, 828]
markets-table bbox=[798, 816, 942, 933]
article-text-fill: Doctrines of the Flyer. Who Marvels 4,000 Modern Saunter Amid Rogs are at Cove City. Many Prominent Brides. Adrian Insane Asylum, the son of the Mexican Government. The lead to Chicago on rising. There was a tragic collision on the lake. A Cyclone at a Rest Tea Baylor. The Fork off at Lodge. Rapid Rowing Fight. It was Nature Fancy of Ferry. The Ship Line Lane. Prof. W. M. Lawhorn. Knights of St. John. The British Army. President McKinley. bbox=[643, 833, 787, 950]
article-text-fill: President Agricultural College Synopsis. Section Now in the M. A. C. Fund. The annual announcing the building and the large of the farm. Detroit's Streets Tonight Redistributed. Burglars at Alpena. Fast Bicycle Records from Alma. Not Much Argument. The fine Parley for the Bottom. Big Scheme of a Young Girl. bbox=[178, 955, 322, 1045]
ad-seaton-anderson bbox=[1902, 743, 2227, 976]
article-text-fill: Mrs. Gertrude Allen Whittaker, daughter of Capt. M. A. Lee of Portland, was married Tuesday. While playing on some balconies, Mike Kruse. A Long Trek to Port Huron. State Tax Association. State Liquor Tax Law. More Traders Want of Interest. Bank Deposits at the Scene. The trial of Miss Minnie Todd. Three small boys for the Jermy Street Home. The Hamilton Bank. bbox=[333, 591, 477, 690]
article-text-fill: Jackson, the Legislature has adjourned. We have been interested all over the country from Washington that the government of this country will not do anything to pay out. More than 30,000 tons of flour for the starving of India have been shipped. The young Emperor is to become in a better Pinter. The great and grand aim and objects of the Republican party. No principle story economists there are in this country who will be unwilling to Conference. A report comes say Australia. Stephen Girard, the wildest millionaire philanthropist. The Mark Lane Express in its weekly review of the British crop situation says. bbox=[23, 1113, 167, 1275]
ad-june-first-title: June 1st bbox=[1620, 634, 1763, 679]
right-col-5-top bbox=[1732, 56, 1897, 441]
article-text-fill: Cherries are 4c. Independence Day. Cherries are now sold for one. No Fourth of July celebration. Fred Shinn came home on Saturday. Work in the local Ford Street Hill of Manchester. Cherries can be sold. The farmers of this vicinity are busy haying and the hay crop is large. bbox=[1137, 325, 1271, 406]
byline: By MAT D BLOSSER bbox=[1155, 96, 1253, 106]
right-col-2 bbox=[1277, 56, 1422, 1498]
article-text-fill: Doctrines of the Flyer. Who Marvels 4,000 Modern Saunter Amid Rogs are at Cove City. Many Prominent Brides. Adrian Insane Asylum, the son of the Mexican Government. The lead to Chicago on rising. There was a tragic collision on the lake. A Cyclone at a Rest Tea Baylor. The Fork off at Lodge. Rapid Rowing Fight. It was Nature Fancy of Ferry. The Ship Line Lane. Prof. W. M. Lawhorn. Knights of St. John. The British Army. President McKinley. bbox=[643, 233, 787, 350]
article-text-fill: Over 15,000 Masonettes from all parts of Michigan in attendance. Sent Last Pay to Pickering. While the Ashland Journal at the boy she came in the home. Sheriff of Oceana. Mrs. Stella Dawson, to show at St. Johns. In the junior merit to Monroe. Burning Lands. Quiet in Muskegon. Jay Lawrence, a fireman in Napoleon. Henry Spaulding, the 15-year-old son. Attorney-General Maynard. Bandit Monroe, Ohio. bbox=[488, 1206, 632, 1314]
ad-sharpen: Sharpen Your bbox=[1904, 56, 2035, 81]
masthead-title: Manchester Enterprise bbox=[23, 58, 167, 93]
article-text: Senate. The Senate Morgan of Alabama, introduced a bill for the annexation of the Hawaiian Islands. The bill provides that the Republic shall become a territory of the United States. Senate on Tariff bill. The lower House Jones. Pope Leo XIII in Rome. Free Public Mines in Cooper. Congress at Hamilton. Japan at Work in the Orient. It Shall be Carnegie Commissionbound. THE MARKETS. bbox=[798, 96, 942, 195]
ad-white-front: The White Front Double Stores, bbox=[1939, 757, 2190, 773]
article-text-fill: Miss Bertha Fletcher is home from Albion college. Fred Yokum of Manchester with friends. Mr. and Mrs. Jacob Kimball of Green Lake were in town Sunday. The Sharon grange meets Saturday evening. The Grange at Manchester expects to have the fourth of July celebration. bbox=[1282, 283, 1416, 364]
article-text-fill: Miss Annie Palmer visited her Ann Arbor friends this week. Mrs. Jacob Lee has gone to Adrian to visit relatives. Ed. Cook is building a new barn. The Brooklyn Band played on the fourth. Miss Lizzie Saunders of Detroit is visiting. bbox=[1427, 831, 1561, 894]
article-text-fill: President Agricultural College Synopsis. Section Now in the M. A. C. Fund. The annual announcing the building and the large of the farm. Detroit's Streets Tonight Redistributed. Burglars at Alpena. Fast Bicycle Records from Alma. Not Much Argument. The fine Parley for the Bottom. Big Scheme of a Young Girl. bbox=[178, 583, 322, 673]
article-text-fill: Senate. The Senate Morgan of Alabama, introduced a bill for the annexation of the Hawaiian Islands. The bill provides that the Republic shall become a territory of the United States. Senate on Tariff bill. The lower House Jones. Pope Leo XIII in Rome. Free Public Mines in Cooper. Congress at Hamilton. Japan at Work in the Orient. It Shall be Carnegie Commissionbound. THE MARKETS. bbox=[798, 708, 942, 807]
article-text: JOHNSTON. In this village, on Saturday, June 26, 1897, after a protracted illness. DOYLE. At his home in Sharon. BUTTER. Eggs, per dozen. Potatoes, per bushel. Wheat, per bushel. Corn, shelled. Oats. Hay, per ton. Beans. bbox=[1737, 81, 1891, 135]
article-text-fill: Miss Bertha Fletcher is home from Albion college. Fred Yokum of Manchester with friends. Mr. and Mrs. Jacob Kimball of Green Lake were in town Sunday. The Sharon grange meets Saturday evening. The Grange at Manchester expects to have the fourth of July celebration. bbox=[1282, 463, 1416, 544]
article-text-fill: Miss Annie Palmer visited her Ann Arbor friends this week. Mrs. Jacob Lee has gone to Adrian to visit relatives. Ed. Cook is building a new barn. The Brooklyn Band played on the fourth. Miss Lizzie Saunders of Detroit is visiting. bbox=[1427, 213, 1561, 276]
article-text: Miss Bertha Fletcher is home from Albion college. Fred Yokum of Manchester with friends. Mr. and Mrs. Jacob Kimball of Green Lake were in town Sunday. The Sharon grange meets Saturday evening. The Grange at Manchester expects to have the fourth of July celebration. bbox=[1282, 115, 1416, 196]
